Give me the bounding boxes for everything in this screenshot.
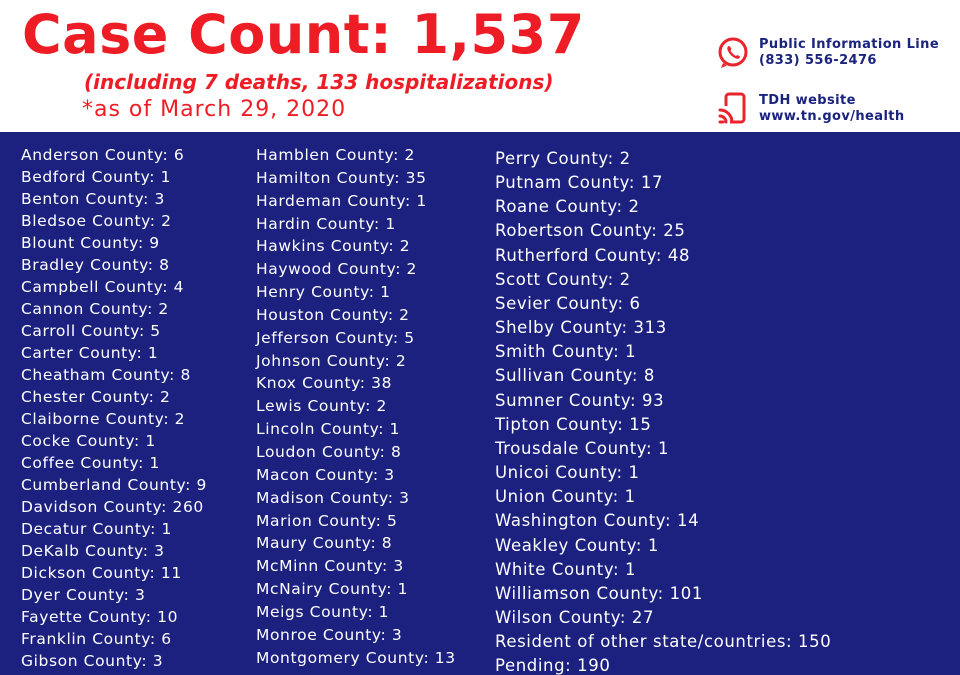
county-count-item: Johnson County: 2 xyxy=(256,351,407,370)
county-count-item: Wilson County: 27 xyxy=(495,607,655,627)
county-list-column-3 xyxy=(495,147,831,675)
county-count-item: Campbell County: 4 xyxy=(21,278,185,296)
county-count-item: Cumberland County: 9 xyxy=(21,476,207,494)
county-count-item: Haywood County: 2 xyxy=(256,260,418,279)
county-count-item: McNairy County: 1 xyxy=(256,580,409,599)
county-count-item: Bradley County: 8 xyxy=(21,256,170,274)
county-count-item: Trousdale County: 1 xyxy=(495,438,670,458)
county-count-item: Macon County: 3 xyxy=(256,465,395,484)
county-count-item: McMinn County: 3 xyxy=(256,557,404,576)
county-count-item: Carter County: 1 xyxy=(21,344,159,362)
county-count-item: Decatur County: 1 xyxy=(21,520,172,538)
county-list-column-1 xyxy=(21,144,207,672)
public-information-line xyxy=(716,34,956,74)
county-list-column-2 xyxy=(256,144,456,669)
county-count-item: White County: 1 xyxy=(495,559,637,579)
county-count-item: Williamson County: 101 xyxy=(495,583,703,603)
as-of-date: *as of March 29, 2020 xyxy=(82,97,347,122)
county-count-item: Perry County: 2 xyxy=(495,149,631,168)
county-count-item: Rutherford County: 48 xyxy=(495,245,691,265)
county-count-item: Union County: 1 xyxy=(495,487,636,507)
county-count-item: Lewis County: 2 xyxy=(256,397,387,416)
county-count-item: Hawkins County: 2 xyxy=(256,237,411,256)
case-count-title: Case Count: 1,537 xyxy=(22,3,585,66)
county-count-item: Davidson County: 260 xyxy=(21,498,204,516)
county-count-item: Cocke County: 1 xyxy=(21,432,156,450)
county-count-item: Claiborne County: 2 xyxy=(21,410,186,428)
county-counts-panel xyxy=(0,132,960,675)
county-count-item: Cannon County: 2 xyxy=(21,300,169,318)
county-count-item: Franklin County: 6 xyxy=(21,630,172,648)
county-count-item: Tipton County: 15 xyxy=(495,414,652,434)
county-count-item: Marion County: 5 xyxy=(256,511,398,530)
tdh-website xyxy=(716,90,956,130)
county-count-item: Robertson County: 25 xyxy=(495,221,686,241)
county-count-item: Bedford County: 1 xyxy=(21,168,172,186)
website-url: www.tn.gov/health xyxy=(759,109,905,124)
county-count-item: Loudon County: 8 xyxy=(256,442,402,461)
phone-number: (833) 556-2476 xyxy=(759,53,877,68)
county-count-item: Washington County: 14 xyxy=(495,511,700,531)
county-count-item: Meigs County: 1 xyxy=(256,602,390,621)
deaths-hospitalizations-subtitle: (including 7 deaths, 133 hospitalizations) xyxy=(84,70,554,94)
county-count-item: Dickson County: 11 xyxy=(21,564,182,582)
county-count-item: Gibson County: 3 xyxy=(21,652,164,670)
county-count-item: Montgomery County: 13 xyxy=(256,648,456,667)
county-count-item: Carroll County: 5 xyxy=(21,322,161,340)
county-count-item: Hardeman County: 1 xyxy=(256,191,427,210)
county-count-item: Henry County: 1 xyxy=(256,283,391,302)
county-count-item: Bledsoe County: 2 xyxy=(21,212,172,230)
mobile-cast-icon xyxy=(716,92,750,126)
county-count-item: Sumner County: 93 xyxy=(495,390,665,410)
website-label: TDH website xyxy=(759,93,856,108)
county-count-item: Benton County: 3 xyxy=(21,190,165,208)
county-count-item: Hardin County: 1 xyxy=(256,214,396,233)
county-count-item: Putnam County: 17 xyxy=(495,173,664,193)
county-count-item: Coffee County: 1 xyxy=(21,454,160,472)
county-count-item: Monroe County: 3 xyxy=(256,625,403,644)
county-count-item: Roane County: 2 xyxy=(495,197,640,217)
county-count-item: Weakley County: 1 xyxy=(495,535,659,555)
county-count-item: Dyer County: 3 xyxy=(21,586,146,604)
county-count-item: Sullivan County: 8 xyxy=(495,366,655,386)
county-count-item: DeKalb County: 3 xyxy=(21,542,165,560)
county-count-item: Knox County: 38 xyxy=(256,374,393,393)
county-count-item: Sevier County: 6 xyxy=(495,293,641,313)
county-count-item: Chester County: 2 xyxy=(21,388,171,406)
county-count-item: Smith County: 1 xyxy=(495,342,637,362)
county-count-item: Cheatham County: 8 xyxy=(21,366,191,384)
header xyxy=(0,0,960,132)
county-count-item: Fayette County: 10 xyxy=(21,608,179,626)
county-count-item: Resident of other state/countries: 150 xyxy=(495,632,832,652)
phone-label: Public Information Line xyxy=(759,37,940,52)
county-count-item: Hamilton County: 35 xyxy=(256,168,427,187)
county-count-item: Madison County: 3 xyxy=(256,488,410,507)
county-count-item: Maury County: 8 xyxy=(256,534,393,553)
county-count-item: Hamblen County: 2 xyxy=(256,146,415,164)
county-count-item: Shelby County: 313 xyxy=(495,318,667,338)
county-count-item: Lincoln County: 1 xyxy=(256,420,401,439)
county-count-item: Houston County: 2 xyxy=(256,305,410,324)
county-count-item: Blount County: 9 xyxy=(21,234,160,252)
county-count-item: Jefferson County: 5 xyxy=(256,328,415,347)
county-count-item: Scott County: 2 xyxy=(495,269,631,289)
whatsapp-phone-icon xyxy=(716,36,750,70)
county-count-item: Pending: 190 xyxy=(495,656,611,675)
county-count-item: Anderson County: 6 xyxy=(21,146,185,164)
county-count-item: Unicoi County: 1 xyxy=(495,463,640,483)
